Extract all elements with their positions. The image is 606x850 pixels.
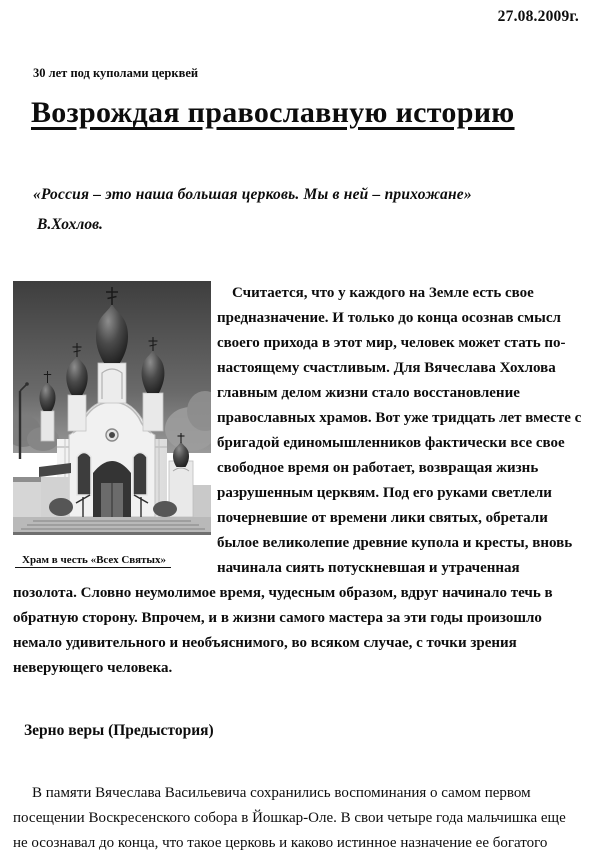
article-body — [13, 281, 582, 850]
article-kicker: 30 лет под куполами церквей — [33, 66, 199, 80]
church-photo — [13, 281, 211, 568]
entrance-portal — [93, 461, 131, 517]
epigraph-quote: «Россия – это наша большая церковь. Мы в ней – прихожане» — [33, 186, 472, 203]
article-title: Возрождая православную историю — [31, 96, 515, 129]
section-heading: Зерно веры (Предыстория) — [24, 722, 214, 739]
lead-paragraph: Считается, что у каждого на Земле есть свое предназначение. И только до конца осознав смысл своего прихода в этот мир, человек может стать по-настоящему счастливым. Для Вячеслава Хохлова главным делом жизни стало восстановление православных храмов. Вот уже тридцать лет вместе с бригадой единомышленников фактически все свое свободное время он работает, возвращая жизнь разрушенным церквям. Под его руками светлели почерневшие от времени лики святых, обретали былое великолепие древние купола и кресты, вновь начинала сиять потускневшая и утраченная позолота. Словно неумолимое время, чудесным образом, вдруг начинало течь в обратную сторону. Впрочем, и в жизни самого мастера за эти годы произошло немало удивительного и необъяснимого, во всяком случае, с точки зрения неверующего человека. — [13, 285, 582, 676]
church-photo-illustration — [13, 281, 211, 535]
document-date: 27.08.2009г. — [497, 8, 579, 25]
photo-caption: Храм в честь «Всех Святых» — [15, 554, 211, 568]
body-paragraph: В памяти Вячеслава Васильевича сохранились воспоминания о самом первом посещении Воскресенского собора в Йошкар-Оле. В свои четыре года мальчишка еще не осознавал до конца, что такое церковь и каково истинное назначение ее богатого — [13, 785, 566, 850]
epigraph-author: В.Хохлов. — [37, 216, 103, 233]
